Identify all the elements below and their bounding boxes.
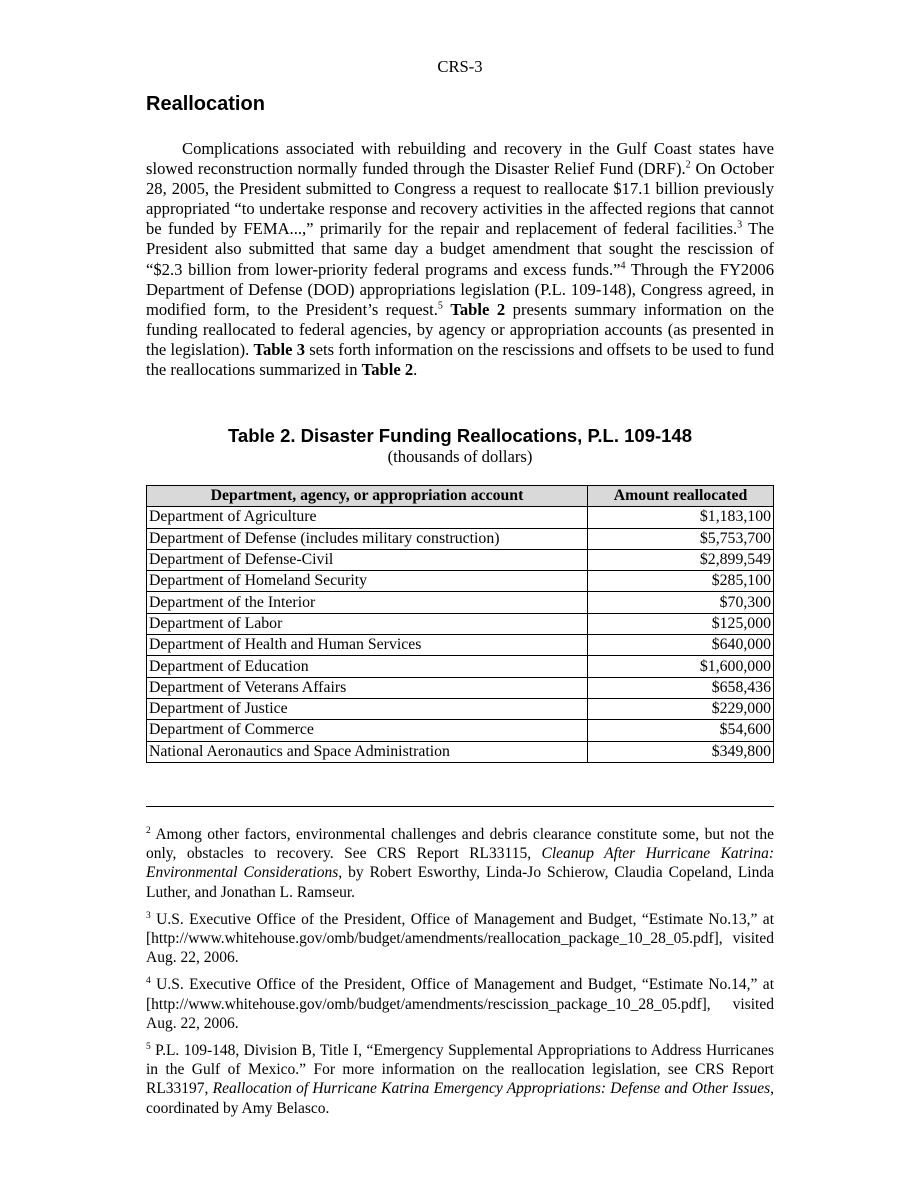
footnote-text: P.L. 109-148, Division B, Title I, “Emergency Supplemental Appropriations to Address Hurricanes in the Gulf of Mexico.” For more information on the reallocation legislation, see CRS Report RL33197, bbox=[146, 1042, 774, 1098]
report-title: Reallocation of Hurricane Katrina Emergency Appropriations: Defense and Other Issues bbox=[212, 1080, 771, 1098]
body-text: The President also submitted that same day a budget amendment that sought the rescission of “$2.3 billion from lower-priority federal programs and excess funds.” bbox=[146, 219, 774, 279]
account-cell: Department of Commerce bbox=[147, 720, 588, 741]
table-row bbox=[147, 571, 774, 592]
table-title: Table 2. Disaster Funding Reallocations, P.L. 109-148 bbox=[227, 425, 693, 446]
account-cell: Department of Veterans Affairs bbox=[147, 677, 588, 698]
table-row bbox=[147, 720, 774, 741]
amount-cell: $640,000 bbox=[588, 635, 774, 656]
amount-cell: $1,183,100 bbox=[588, 507, 774, 528]
account-cell: Department of Agriculture bbox=[147, 507, 588, 528]
footnote-2 bbox=[146, 825, 774, 902]
table-row bbox=[147, 549, 774, 570]
account-cell: Department of Labor bbox=[147, 613, 588, 634]
body-paragraph bbox=[146, 139, 774, 380]
amount-cell: $285,100 bbox=[588, 571, 774, 592]
report-title: Cleanup After Hurricane Katrina: Environmental Considerations bbox=[146, 845, 774, 882]
table-row bbox=[147, 677, 774, 698]
footnote-5 bbox=[146, 1041, 774, 1118]
amount-cell: $349,800 bbox=[588, 741, 774, 762]
body-text: Through the FY2006 Department of Defense (DOD) appropriations legislation (P.L. 109-148), Congress agreed, in modified form, to the President’s request. bbox=[146, 259, 774, 319]
footnote-ref[interactable]: 3 bbox=[737, 219, 743, 231]
footnote-text: , coordinated by Amy Belasco. bbox=[146, 1080, 774, 1117]
body-text: sets forth information on the rescissions and offsets to be used to fund the reallocations summarized in bbox=[146, 339, 774, 380]
footnote-number: 2 bbox=[146, 825, 151, 836]
footnote-3 bbox=[146, 910, 774, 968]
amount-cell: $70,300 bbox=[588, 592, 774, 613]
table-reference: Table 2 bbox=[450, 299, 506, 319]
table-subtitle: (thousands of dollars) bbox=[387, 447, 533, 466]
footnote-number: 5 bbox=[146, 1041, 151, 1052]
body-text: . bbox=[413, 360, 418, 380]
body-text: On October 28, 2005, the President submitted to Congress a request to reallocate $17.1 billion previously appropriated “to undertake response and recovery activities in the affected regions that cannot be funded by FEMA...,” primarily for the repair and replacement of federal facilities. bbox=[146, 159, 774, 239]
account-cell: Department of Justice bbox=[147, 698, 588, 719]
table-row bbox=[147, 613, 774, 634]
footnote-number: 4 bbox=[146, 976, 151, 987]
account-cell: Department of Health and Human Services bbox=[147, 635, 588, 656]
table-row bbox=[147, 528, 774, 549]
account-cell: Department of Defense (includes military construction) bbox=[147, 528, 588, 549]
account-cell: Department of the Interior bbox=[147, 592, 588, 613]
amount-cell: $54,600 bbox=[588, 720, 774, 741]
table-row bbox=[147, 698, 774, 719]
footnote-number: 3 bbox=[146, 910, 151, 921]
footnote-ref[interactable]: 2 bbox=[685, 159, 691, 171]
footnote-text: U.S. Executive Office of the President, Office of Management and Budget, “Estimate No.13,” at [http://www.whitehouse.gov/omb/budget/amendments/reallocation_package_10_28_05.pdf], visited Aug. 22, 2006. bbox=[146, 910, 774, 967]
account-cell: National Aeronautics and Space Administration bbox=[147, 741, 588, 762]
amount-cell: $1,600,000 bbox=[588, 656, 774, 677]
body-text: presents summary information on the funding reallocated to federal agencies, by agency or appropriation accounts (as presented in the legislation). bbox=[146, 299, 774, 359]
table-header-row bbox=[147, 486, 774, 507]
footnote-4 bbox=[146, 975, 774, 1033]
amount-cell: $658,436 bbox=[588, 677, 774, 698]
footnote-ref[interactable]: 4 bbox=[620, 260, 626, 272]
amount-cell: $5,753,700 bbox=[588, 528, 774, 549]
column-header-amount: Amount reallocated bbox=[588, 486, 774, 507]
amount-cell: $2,899,549 bbox=[588, 549, 774, 570]
page-number: CRS-3 bbox=[437, 57, 483, 76]
body-text: Complications associated with rebuilding and recovery in the Gulf Coast states have slowed reconstruction normally funded through the Disaster Relief Fund (DRF). bbox=[146, 139, 774, 179]
footnote-text: U.S. Executive Office of the President, Office of Management and Budget, “Estimate No.14,” at [http://www.whitehouse.gov/omb/budget/amendments/rescission_package_10_28_05.pdf], visited Aug. 22, 2006. bbox=[146, 976, 774, 1032]
account-cell: Department of Education bbox=[147, 656, 588, 677]
reallocation-table bbox=[146, 485, 774, 763]
footnotes bbox=[146, 825, 774, 1126]
table-reference: Table 3 bbox=[253, 339, 306, 359]
table-row bbox=[147, 741, 774, 762]
footnote-divider bbox=[146, 806, 774, 807]
footnote-text: Among other factors, environmental challenges and debris clearance constitute some, but not the only, obstacles to recovery. See CRS Report RL33115, bbox=[146, 826, 774, 863]
table-reference: Table 2 bbox=[361, 360, 414, 380]
amount-cell: $229,000 bbox=[588, 698, 774, 719]
footnote-text: , by Robert Esworthy, Linda-Jo Schierow, Claudia Copeland, Linda Luther, and Jonathan L. Ramseur. bbox=[146, 864, 774, 901]
table-row bbox=[147, 656, 774, 677]
account-cell: Department of Defense-Civil bbox=[147, 549, 588, 570]
section-heading: Reallocation bbox=[146, 93, 265, 115]
footnote-ref[interactable]: 5 bbox=[437, 300, 443, 312]
table-row bbox=[147, 507, 774, 528]
table-row bbox=[147, 592, 774, 613]
amount-cell: $125,000 bbox=[588, 613, 774, 634]
table-row bbox=[147, 635, 774, 656]
column-header-account: Department, agency, or appropriation account bbox=[147, 486, 588, 507]
account-cell: Department of Homeland Security bbox=[147, 571, 588, 592]
